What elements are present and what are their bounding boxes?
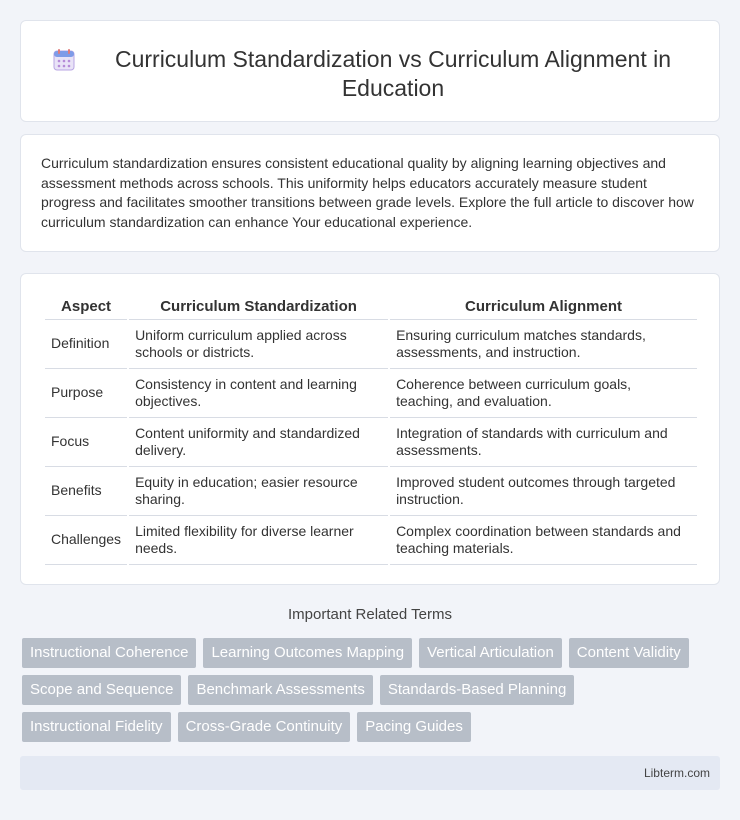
- related-terms-list: [22, 638, 712, 742]
- table-cell-standardization: Limited flexibility for diverse learner needs.: [129, 516, 388, 565]
- footer-site-link[interactable]: Libterm.com: [643, 766, 710, 780]
- column-header-standardization: Curriculum Standardization: [129, 294, 388, 320]
- column-header-alignment: Curriculum Alignment: [390, 294, 697, 320]
- intro-text: Curriculum standardization ensures consistent educational quality by aligning learning objectives and assessment methods across schools. This uniformity helps educators accurately measure student progress and facilitates smoother transitions between grade levels. Explore the full article to discover how curriculum standardization can enhance Your educational experience.: [41, 155, 694, 230]
- table-cell-alignment: Coherence between curriculum goals, teaching, and evaluation.: [390, 369, 697, 418]
- comparison-table: [43, 294, 699, 565]
- related-terms-title: Important Related Terms: [288, 606, 452, 623]
- table-row: [45, 369, 697, 418]
- comparison-table-card: [20, 273, 720, 585]
- intro-card: [20, 134, 720, 252]
- table-cell-standardization: Uniform curriculum applied across schools or districts.: [129, 320, 388, 369]
- table-cell-standardization: Consistency in content and learning objectives.: [129, 369, 388, 418]
- related-term-tag[interactable]: Standards-Based Planning: [380, 675, 574, 705]
- table-cell-aspect: Purpose: [45, 369, 127, 418]
- related-term-tag[interactable]: Scope and Sequence: [22, 675, 181, 705]
- related-term-tag[interactable]: Instructional Fidelity: [22, 712, 171, 742]
- related-term-tag[interactable]: Benchmark Assessments: [188, 675, 372, 705]
- table-cell-aspect: Benefits: [45, 467, 127, 516]
- table-row: [45, 320, 697, 369]
- column-header-aspect: Aspect: [45, 294, 127, 320]
- related-term-tag[interactable]: Vertical Articulation: [419, 638, 562, 668]
- table-cell-standardization: Content uniformity and standardized delivery.: [129, 418, 388, 467]
- table-cell-alignment: Complex coordination between standards and teaching materials.: [390, 516, 697, 565]
- related-term-tag[interactable]: Pacing Guides: [357, 712, 471, 742]
- table-cell-aspect: Challenges: [45, 516, 127, 565]
- table-row: [45, 418, 697, 467]
- table-header-row: [45, 294, 697, 320]
- table-row: [45, 516, 697, 565]
- page-title: Curriculum Standardization vs Curriculum Alignment in Education: [114, 46, 672, 101]
- table-row: [45, 467, 697, 516]
- footer: [20, 756, 720, 790]
- table-cell-aspect: Definition: [45, 320, 127, 369]
- calendar-icon: [51, 47, 77, 73]
- related-term-tag[interactable]: Instructional Coherence: [22, 638, 196, 668]
- related-term-tag[interactable]: Learning Outcomes Mapping: [203, 638, 412, 668]
- related-term-tag[interactable]: Cross-Grade Continuity: [178, 712, 351, 742]
- table-cell-standardization: Equity in education; easier resource sharing.: [129, 467, 388, 516]
- related-term-tag[interactable]: Content Validity: [569, 638, 689, 668]
- table-cell-alignment: Ensuring curriculum matches standards, assessments, and instruction.: [390, 320, 697, 369]
- table-cell-alignment: Improved student outcomes through targeted instruction.: [390, 467, 697, 516]
- table-cell-alignment: Integration of standards with curriculum and assessments.: [390, 418, 697, 467]
- table-cell-aspect: Focus: [45, 418, 127, 467]
- header-card: [20, 20, 720, 122]
